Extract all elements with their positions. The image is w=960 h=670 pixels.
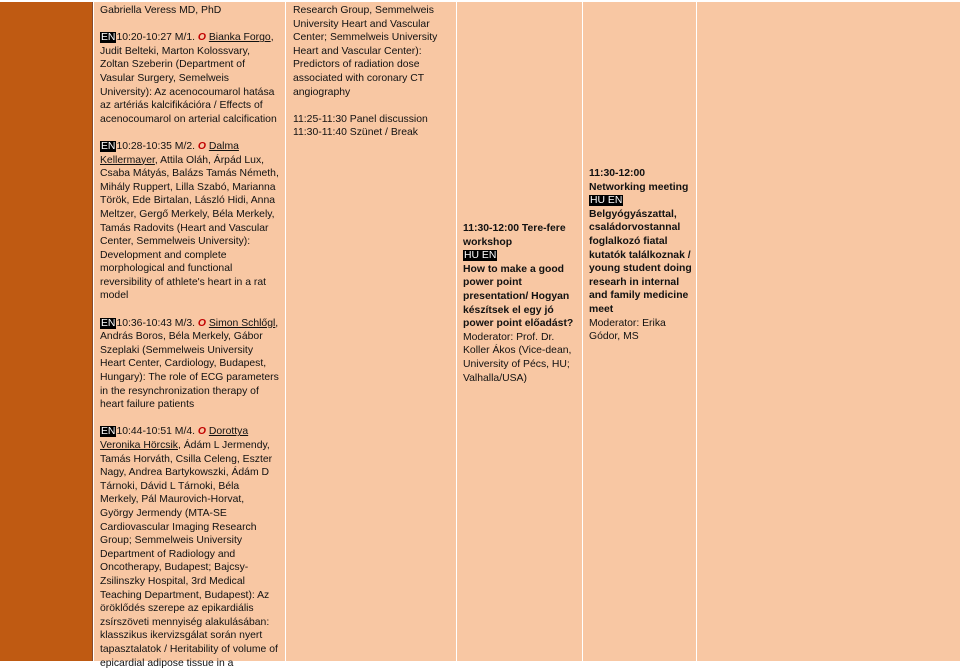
talk-3: [100, 317, 279, 412]
oral-marker: O: [197, 426, 206, 438]
networking-description: Belgyógyászattal, családorvostannal foglalkozó fiatal kutatók találkoznak / young student doing researh in internal and family medicine meet: [589, 208, 692, 315]
presenter-name: Dalma Kellermayer: [100, 140, 239, 166]
talk-2: [100, 140, 279, 303]
presenter-name: Simon Schlőgl: [208, 317, 276, 329]
column-continuation: [286, 2, 456, 661]
workshop-block: [463, 222, 578, 385]
networking-moderator: Moderator: Erika Gódor, MS: [589, 317, 666, 343]
presenter-name: Bianka Forgo: [208, 32, 271, 44]
workshop-title: How to make a good power point presentation/ Hogyan készítsek el egy jó power point előadást?: [463, 263, 574, 330]
oral-marker: O: [197, 140, 206, 152]
networking-time: 11:30-12:00: [589, 168, 646, 179]
left-color-bar: [0, 2, 93, 661]
break-item: 11:30-11:40 Szünet / Break: [293, 127, 418, 139]
presenter-name: Dorottya Veronika Hörcsik: [100, 426, 249, 451]
language-badge: EN: [101, 317, 116, 329]
language-badge: HU EN: [464, 250, 497, 262]
talk-details: , Attila Oláh, Árpád Lux, Csaba Mátyás, Balázs Tamás Németh, Mihály Ruppert, Lilla Szabó, Marianna Török, Ede Birtalan, László Hidi, Anna Meltzer, Gergő Merkely, Béla Merkely, Tamás Radovits (Heart and Vascular Center, Semmelweis University): Development and complete morphological and functional reversibility of athlete's heart in a rat model: [100, 154, 279, 302]
language-badge: HU EN: [590, 195, 623, 207]
networking-block: [589, 167, 692, 344]
session-chair: Gabriella Veress MD, PhD: [100, 5, 222, 16]
language-badge: EN: [101, 32, 116, 44]
talk-details: , Judit Belteki, Marton Kolossvary, Zoltan Szeberin (Department of Vasular Surgery, Semelweis University): Az acenocoumarol hatása az artériás kalcifikációra / Effects of acenocoumarol on arterial calcification: [100, 32, 277, 125]
talk-4: [100, 425, 279, 670]
column-workshop: [457, 2, 582, 661]
workshop-moderator: Moderator: Prof. Dr. Koller Ákos (Vice-dean, University of Pécs, HU; Valhalla/USA): [463, 331, 572, 384]
talk-details: , Ádám L Jermendy, Tamás Horváth, Csilla Celeng, Eszter Nagy, Andrea Bartykowszki, Ádám D Tárnoki, Dávid L Tárnoki, Béla Merkely, Pál Maurovich-Horvat, György Jermendy (MTA-SE Cardiovascular Imaging Research Group; Semmelweis University Department of Radiology and Oncotherapy, Budapest; Bajcsy-Zsilinszky Hospital, 3rd Medical Teaching Department, Budapest): Az öröklődés szerepe az epikardiális zsírszöveti mennyiség alakulásában: klasszikus ikervizsgálat során nyert tapasztalatok / Heritability of volume of epicardial adipose tissue in a: [100, 440, 278, 669]
oral-marker: O: [197, 32, 206, 44]
talk-time: 10:20-10:27 M/1.: [116, 32, 195, 44]
workshop-time-title: 11:30-12:00 Tere-fere workshop: [463, 223, 566, 248]
talk-time: 10:28-10:35 M/2.: [116, 140, 195, 152]
talk-time: 10:44-10:51 M/4.: [116, 426, 195, 438]
column-empty: [697, 2, 960, 661]
panel-discussion: 11:25-11:30 Panel discussion: [293, 113, 428, 125]
language-badge: EN: [101, 140, 116, 152]
networking-title: Networking meeting: [589, 181, 689, 193]
language-badge: EN: [101, 426, 116, 438]
talk-continuation: Research Group, Semmelweis University Heart and Vascular Center; Semmelweis University Heart and Vascular Center): Predictors of radiation dose associated with coronary CT angiography: [293, 5, 438, 98]
talk-details: , András Boros, Béla Merkely, Gábor Szeplaki (Semmelweis University Heart Center, Cardiology, Budapest, Hungary): The role of ECG parameters in the resynchronization therapy of heart failure patients: [100, 317, 279, 411]
talk-time: 10:36-10:43 M/3.: [116, 317, 195, 329]
column-talks: [94, 2, 285, 669]
talk-1: [100, 31, 279, 126]
oral-marker: O: [197, 317, 206, 329]
column-networking: [583, 2, 696, 661]
